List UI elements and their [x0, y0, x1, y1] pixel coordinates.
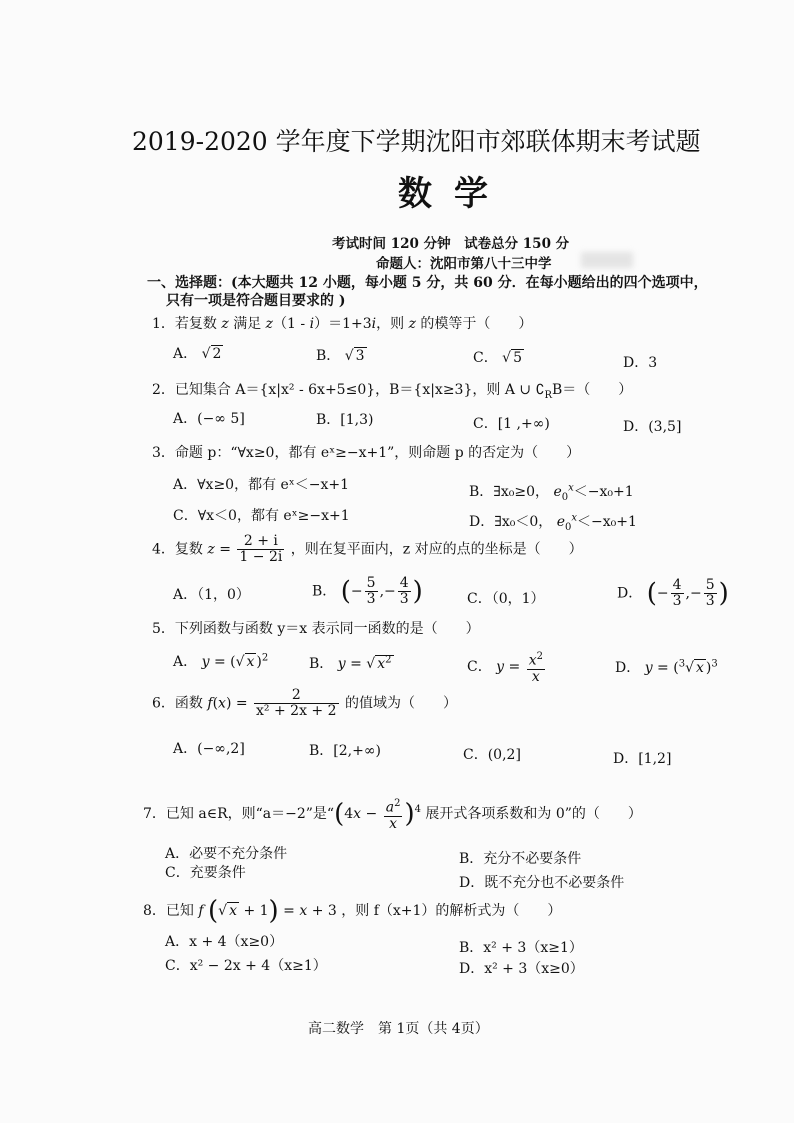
q5-option-c: C． y = $\frac{x^2}{x}$: [467, 651, 544, 685]
q1-option-c: C． √ 5: [473, 350, 523, 366]
q5-option-d: D． y = ($^3$√ x )$^3$: [615, 658, 718, 676]
q4-option-b: B． (− $\frac{5}{3}$ ,− $\frac{4}{3}$ ): [312, 575, 423, 607]
question-6: 6．函数 f(x) = $\frac{2}{\text{x² + 2x + 2}}$ 的值域为（ ）: [152, 687, 457, 719]
q4-option-a: A．（1，0）: [173, 587, 250, 603]
q1-option-a: A． √ 2: [173, 346, 222, 362]
q4-option-d: D． (− $\frac{4}{3}$ ,− $\frac{5}{3}$ ): [617, 577, 729, 609]
exam-info: 考试时间 120 分钟 试卷总分 150 分: [332, 236, 570, 252]
q4-option-c: C．（0，1）: [467, 591, 545, 607]
author-line: 命题人：沈阳市第八十三中学: [376, 256, 552, 272]
q6-option-b: B．[2,+∞): [309, 743, 381, 759]
q3-option-d: D．∃x₀＜0， $e_0^x<-x_0+1$: [469, 512, 637, 533]
q8-option-c: C．x² − 2x + 4（x≥1）: [165, 958, 327, 974]
question-1: 1．若复数 z 满足 z（1 - i）＝1+3i，则 z 的模等于（ ）: [152, 316, 533, 332]
q7-option-b: B．充分不必要条件: [459, 851, 582, 867]
page-footer: 高二数学 第 1页（共 4页）: [308, 1021, 489, 1037]
question-4: 4．复数 z = $\frac{2 + i}{1 - 2i}$ ，则在复平面内，z 对应的点的坐标是（ ）: [152, 533, 583, 565]
question-3: 3．命题 p：“∀x≥0，都有 eˣ≥−x+1”，则命题 p 的否定为（ ）: [152, 445, 581, 461]
q1-option-b: B． √ 3: [316, 348, 365, 364]
q7-option-d: D．既不充分也不必要条件: [459, 875, 625, 891]
q5-option-b: B． y = √ $x^2$: [309, 654, 392, 672]
redaction-blur: [581, 252, 633, 268]
question-5: 5．下列函数与函数 y＝x 表示同一函数的是（ ）: [152, 621, 480, 637]
q8-option-d: D．x² + 3（x≥0）: [459, 961, 584, 977]
q6-option-d: D．[1,2]: [613, 751, 672, 767]
section-heading: 一、选择题：(本大题共 12 小题，每小题 5 分，共 60 分．在每小题给出的四个选项中，: [147, 275, 708, 291]
q5-option-a: A． y = (√ x )$^2$: [173, 652, 269, 670]
question-2: 2．已知集合 A＝{x|x² - 6x+5≤0}，B＝{x|x≥3}，则 A ∪ $∁_RB=$（ ）: [152, 382, 633, 401]
subject-title: 数学: [398, 174, 510, 214]
q8-option-a: A．x + 4（x≥0）: [165, 934, 284, 950]
q8-option-b: B．x² + 3（x≥1）: [459, 940, 583, 956]
question-8: 8．已知 f (√ x + 1) = x + 3 ，则 f（x+1）的解析式为（ ）: [143, 896, 562, 926]
q3-option-b: B．∃x₀≥0， $e_0^x<-x_0+1$: [469, 482, 634, 503]
q2-option-a: A．(−∞ 5]: [173, 411, 245, 427]
exam-title: 2019-2020 学年度下学期沈阳市郊联体期末考试题: [132, 127, 701, 156]
section-heading-2: 只有一项是符合题目要求的 ): [166, 293, 346, 309]
q2-option-b: B．[1,3): [316, 412, 374, 428]
q2-option-c: C．[1 ,+∞): [473, 416, 550, 432]
q3-option-a: A．∀x≥0，都有 eˣ＜−x+1: [173, 477, 350, 493]
q6-option-c: C．(0,2]: [463, 747, 521, 763]
q6-option-a: A．(−∞,2]: [173, 741, 245, 757]
q7-option-c: C．充要条件: [165, 865, 246, 881]
question-7: 7．已知 a∈R，则“a＝−2”是“(4x − $\frac{a^2}{x}$ )$^4$ 展开式各项系数和为 0”的（ ）: [143, 798, 642, 832]
q2-option-d: D．(3,5]: [623, 419, 682, 435]
q7-option-a: A．必要不充分条件: [165, 846, 288, 862]
q1-option-d: D．3: [623, 355, 658, 371]
q3-option-c: C．∀x＜0，都有 eˣ≥−x+1: [173, 508, 350, 524]
